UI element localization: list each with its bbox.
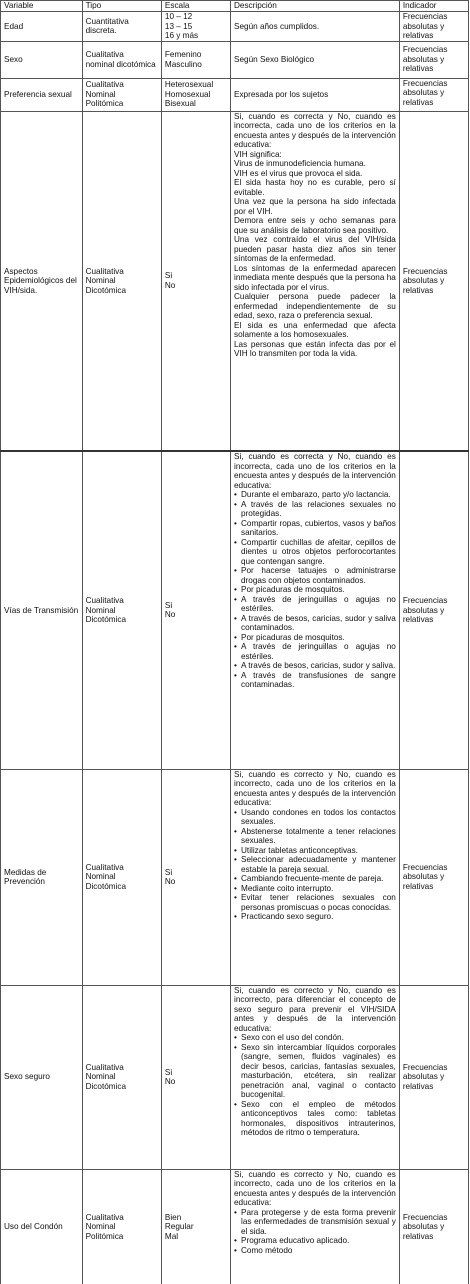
list-item: • Por hacerse tatuajes o administrarse drogas con objetos contaminados.: [241, 566, 396, 585]
variable-cell: Vías de Transmisión: [1, 451, 83, 769]
indicador-cell: Frecuencias absolutas y relativas: [399, 451, 468, 769]
descripcion-paragraph: Cualquier persona puede padecer la enfermedad independientemente de su edad, sexo, raza o preferencia sexual.: [234, 292, 396, 320]
tipo-cell: Cualitativa Nominal Politómica: [82, 1169, 161, 1284]
descripcion-paragraph: Virus de inmunodeficiencia humana.: [234, 159, 366, 168]
descripcion-cell: [231, 769, 400, 985]
descripcion-paragraph: Las personas que están infecta das por el VIH lo transmiten por toda la vida.: [234, 339, 396, 358]
list-item: • Como método: [241, 1246, 396, 1256]
indicador-cell: Frecuencias absolutas y relativas: [399, 1169, 468, 1284]
indicador-cell: Frecuencias absolutas y relativas: [399, 41, 468, 78]
escala-cell: Si No: [161, 111, 230, 451]
tipo-cell: Cualitativa nominal dicotómica: [82, 41, 161, 78]
tipo-cell: Cuantitativa discreta.: [82, 12, 161, 42]
list-item: • Seleccionar adecuadamente y mantener estable la pareja sexual.: [241, 855, 396, 874]
list-item: • Compartir ropas, cubiertos, vasos y baños sanitarios.: [241, 519, 396, 538]
list-item: • Utilizar tabletas anticonceptivas.: [241, 846, 396, 856]
descripcion-cell: [231, 1169, 400, 1284]
list-item: • A través de las relaciones sexuales no protegidas.: [241, 500, 396, 519]
list-item: • Programa educativo aplicado.: [241, 1236, 396, 1246]
list-item: • Cambiando frecuente-mente de pareja.: [241, 874, 396, 884]
table-row: [1, 769, 469, 985]
descripcion-cell: [231, 451, 400, 769]
descripcion-cell: Expresada por los sujetos: [231, 78, 400, 111]
indicador-cell: Frecuencias absolutas y relativas: [399, 769, 468, 985]
descripcion-bullet-list: [234, 1033, 396, 1138]
list-item: • Practicando sexo seguro.: [241, 912, 396, 922]
list-item: • A través de besos, caricias, sudor y saliva.: [241, 661, 396, 671]
table-row: [1, 41, 469, 78]
descripcion-bullet-list: [234, 808, 396, 922]
table-row: [1, 451, 469, 769]
list-item: • Sexo con el empleo de métodos anticonceptivos tales como: tabletas hormonales, dispositivos intrauterinos, métodos de ritmo o temperatura.: [241, 1100, 396, 1138]
descripcion-paragraph: Los síntomas de la enfermedad aparecen inmediata mente después que la persona ha sido infectada por el virus.: [234, 263, 396, 292]
list-item: • Evitar tener relaciones sexuales con personas promiscuas o pocas conocidas.: [241, 893, 396, 912]
list-item: • A través de besos, caricias, sudor y saliva contaminados.: [241, 614, 396, 633]
list-item: • A través de jeringuillas o agujas no estériles.: [241, 595, 396, 614]
variable-cell: Preferencia sexual: [1, 78, 83, 111]
escala-cell: Heterosexual Homosexual Bisexual: [161, 78, 230, 111]
indicador-cell: Frecuencias absolutas y relativas: [399, 111, 468, 451]
descripcion-paragraph: El sida hasta hoy no es curable, pero sí evitable.: [234, 178, 396, 197]
descripcion-intro: Si, cuando es correcto y No, cuando es incorrecto, cada uno de los criterios en la encuesta antes y después de la intervención educativa:: [234, 1169, 396, 1207]
descripcion-paragraph: VIH significa:: [234, 149, 282, 159]
header-descripcion: Descripción: [231, 1, 400, 12]
descripcion-intro: Si, cuando es correcto y No, cuando es incorrecto, cada uno de los criterios en la encuesta antes y después de la intervención educativa:: [234, 769, 396, 807]
list-item: • A través de transfusiones de sangre contaminadas.: [241, 671, 396, 690]
descripcion-cell: [231, 985, 400, 1169]
descripcion-bullet-list: [234, 490, 396, 690]
descripcion-bullet-list: [234, 1208, 396, 1256]
header-variable: Variable: [1, 1, 83, 12]
variable-cell: Medidas de Prevención: [1, 769, 83, 985]
list-item: • Compartir cuchillas de afeitar, cepillos de dientes u otros objetos perforocortantes que contengan sangre.: [241, 538, 396, 567]
escala-cell: Si No: [161, 451, 230, 769]
escala-cell: Si No: [161, 985, 230, 1169]
descripcion-cell: [231, 111, 400, 451]
descripcion-intro: Si, cuando es correcto y No, cuando es incorrecto, para diferenciar el concepto de sexo seguro para prevenir el VIH/SIDA antes y después de la intervención educativa:: [234, 985, 396, 1033]
descripcion-cell: Según años cumplidos.: [231, 12, 400, 42]
variable-cell: Sexo seguro: [1, 985, 83, 1169]
descripcion-paragraph: El sida es una enfermedad que afecta solamente a los homosexuales.: [234, 320, 396, 339]
indicador-cell: Frecuencias absolutas y relativas: [399, 12, 468, 42]
escala-cell: Bien Regular Mal: [161, 1169, 230, 1284]
table-row: [1, 985, 469, 1169]
descripcion-cell: Según Sexo Biológico: [231, 41, 400, 78]
variable-cell: Uso del Condón: [1, 1169, 83, 1284]
variable-cell: Aspectos Epidemiológicos del VIH/sida.: [1, 111, 83, 451]
list-item: • Sexo con el uso del condón.: [241, 1033, 396, 1043]
list-item: • Usando condones en todos los contactos sexuales.: [241, 808, 396, 827]
table-row: [1, 12, 469, 42]
tipo-cell: Cualitativa Nominal Dicotómica: [82, 769, 161, 985]
variable-cell: Sexo: [1, 41, 83, 78]
tipo-cell: Cualitativa Nominal Politómica: [82, 78, 161, 111]
table-row: [1, 78, 469, 111]
descripcion-paragraph: Una vez que la persona ha sido infectada por el VIH.: [234, 197, 396, 216]
descripcion-paragraph: Si, cuando es correcta y No, cuando es incorrecta, cada uno de los criterios en la encuesta antes y después de la intervención educativa:: [234, 111, 396, 149]
descripcion-paragraph: Demora entre seis y ocho semanas para que su análisis de laboratorio sea positivo.: [234, 216, 396, 235]
header-row: [1, 1, 469, 12]
tipo-cell: Cualitativa Nominal Dicotómica: [82, 111, 161, 451]
header-escala: Escala: [161, 1, 230, 12]
indicador-cell: Frecuencias absolutas y relativas: [399, 985, 468, 1169]
list-item: • Por picaduras de mosquitos.: [241, 585, 396, 595]
list-item: • Abstenerse totalmente a tener relaciones sexuales.: [241, 827, 396, 846]
header-tipo: Tipo: [82, 1, 161, 12]
descripcion-paragraph: Una vez contraído el virus del VIH/sida pueden pasar hasta diez años sin tener síntomas de la enfermedad.: [234, 235, 396, 263]
table-row: [1, 1169, 469, 1284]
descripcion-paragraph: VIH es el virus que provoca el sida.: [234, 168, 363, 178]
escala-cell: 10 – 12 13 – 15 16 y más: [161, 12, 230, 42]
list-item: • Sexo sin intercambiar líquidos corporales (sangre, semen, fluidos vaginales) es decir besos, caricias, fantasías sexuales, masturbación, etcétera, sin realizar penetración anal, vaginal o contacto bucogenital.: [241, 1043, 396, 1100]
header-indicador: Indicador: [399, 1, 468, 12]
list-item: • Para protegerse y de esta forma prevenir las enfermedades de transmisión sexual y el sida.: [241, 1208, 396, 1237]
indicador-cell: Frecuencias absolutas y relativas: [399, 78, 468, 111]
descripcion-intro: Si, cuando es correcta y No, cuando es incorrecta, cada uno de los criterios en la encuesta antes y después de la intervención educativa:: [234, 452, 396, 490]
escala-cell: Si No: [161, 769, 230, 985]
table-row: [1, 111, 469, 451]
variable-cell: Edad: [1, 12, 83, 42]
list-item: • Por picaduras de mosquitos.: [241, 633, 396, 643]
list-item: • Durante el embarazo, parto y/o lactancia.: [241, 490, 396, 500]
list-item: • Mediante coito interrupto.: [241, 884, 396, 894]
list-item: • A través de jeringuillas o agujas no estériles.: [241, 642, 396, 661]
tipo-cell: Cualitativa Nominal Dicotómica: [82, 451, 161, 769]
escala-cell: Femenino Masculino: [161, 41, 230, 78]
tipo-cell: Cualitativa Nominal Dicotómica: [82, 985, 161, 1169]
